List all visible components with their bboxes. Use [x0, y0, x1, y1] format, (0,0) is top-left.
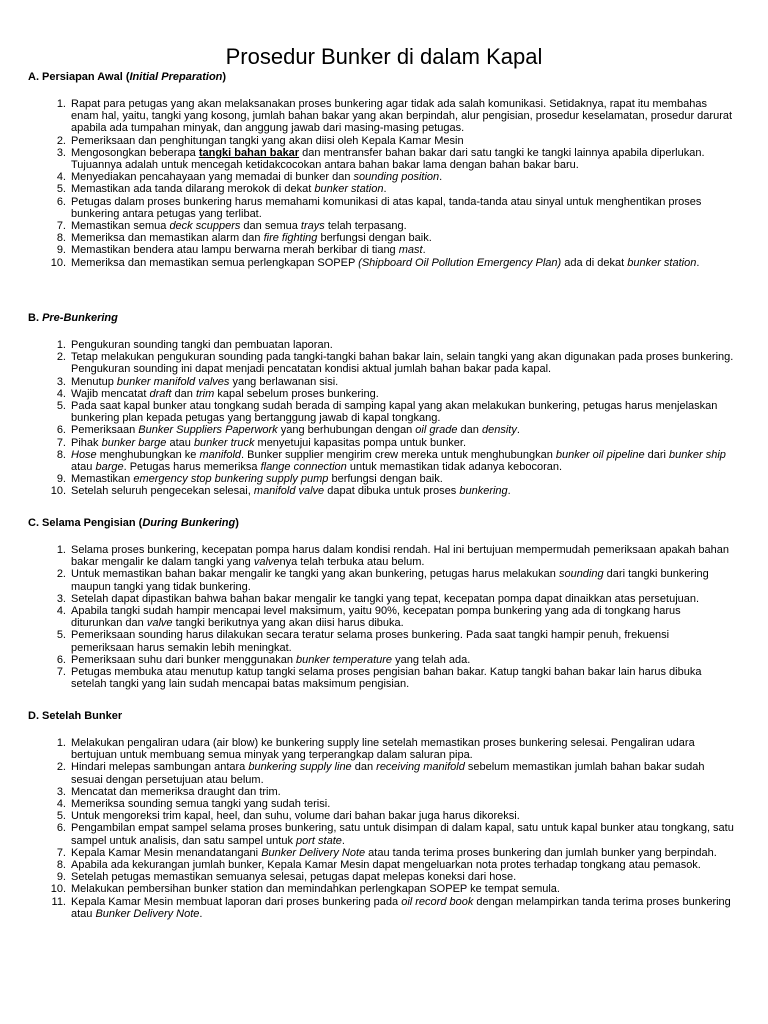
text-run: Kepala Kamar Mesin membuat laporan dari proses bunkering pada	[71, 895, 402, 908]
list-item	[28, 761, 734, 785]
text-run: berfungsi dengan baik.	[328, 473, 443, 486]
text-run: dari	[644, 448, 670, 461]
text-run: )	[222, 71, 227, 83]
text-run: Pengukuran sounding tangki dan pembuatan laporan.	[71, 339, 333, 351]
item-number: 6.	[56, 424, 66, 437]
item-number: 5.	[56, 810, 66, 823]
text-run: untuk memastikan tidak adanya kebocoran.	[346, 461, 563, 474]
item-number: 2.	[56, 568, 66, 581]
italic-term: bunker ship	[669, 448, 726, 461]
item-number: 8.	[56, 232, 66, 245]
text-run: dan mentransfer bahan bakar dari satu tangki ke tangki lainnya apabila diperlukan. Tujuannya adalah untuk mencegah ketidakcocokan antara bahan bakar lama dengan bahan bakar baru.	[71, 146, 705, 172]
text-run: atau	[71, 461, 96, 474]
list-item	[28, 666, 734, 690]
text-run: A. Persiapan Awal (	[28, 71, 130, 83]
text-run: Apabila ada kekurangan jumlah bunker, Kepala Kamar Mesin dapat mengeluarkan nota protes terhadap tongkang atau pemasok.	[71, 859, 701, 872]
text-run: B.	[28, 312, 43, 324]
text-run: Apabila tangki sudah hampir mencapai level maksimum, yaitu 90%, kecepatan pompa bunkering yang ada di tongkang harus diturunkan dan	[71, 605, 681, 630]
text-run: Memastikan	[71, 473, 134, 486]
text-run: atau	[166, 436, 194, 449]
italic-term: valve	[146, 617, 173, 630]
italic-term: bunker station	[314, 183, 384, 196]
item-number: 9.	[56, 871, 66, 884]
text-run: Memastikan bendera atau lampu berwarna merah berkibar di tiang	[71, 244, 399, 257]
italic-term: bunkering	[459, 485, 508, 498]
italic-term: manifold valve	[253, 485, 325, 498]
text-run: .	[439, 171, 443, 184]
item-number: 3.	[56, 146, 66, 159]
italic-term: bunker station	[627, 256, 697, 269]
text-run: . Petugas harus memeriksa	[123, 461, 261, 474]
item-number: 7.	[56, 436, 66, 449]
text-run: Melakukan pembersihan bunker station dan memindahkan perlengkapan SOPEP ke tempat semula.	[71, 883, 560, 896]
text-run: .	[199, 907, 203, 920]
list-item	[28, 449, 734, 473]
list-item	[28, 437, 734, 449]
text-run: Memeriksa dan memastikan semua perlengkapan SOPEP	[71, 256, 359, 269]
list-item	[28, 883, 734, 895]
list-item	[28, 147, 734, 171]
section-persiapan-awal	[28, 70, 734, 269]
list-item	[28, 798, 734, 810]
list-item	[28, 786, 734, 798]
list-item	[28, 629, 734, 653]
italic-term: density	[481, 424, 517, 437]
section-list	[28, 98, 734, 269]
italic-term: Pre-Bunkering	[42, 312, 118, 324]
text-run: berfungsi dengan baik.	[317, 232, 432, 245]
section-list	[28, 339, 734, 498]
text-run: .	[507, 485, 511, 498]
text-run: D. Setelah Bunker	[28, 710, 123, 722]
italic-term: mast	[398, 244, 423, 257]
italic-term: trim	[195, 387, 215, 400]
text-run: .	[383, 183, 387, 196]
list-item	[28, 654, 734, 666]
item-number: 5.	[56, 629, 66, 642]
list-item	[28, 339, 734, 351]
italic-term: sounding position	[353, 171, 440, 184]
list-item	[28, 183, 734, 195]
text-run: Selama proses bunkering, kecepatan pompa harus dalam kondisi rendah. Hal ini bertujuan mempermudah pemeriksaan apakah bahan bakar mengalir ke dalam tangki yang	[71, 544, 729, 569]
text-run: Menutup	[71, 375, 117, 388]
text-run: Untuk memastikan bahan bakar mengalir ke tangki yang akan bunkering, petugas harus melakukan	[71, 568, 559, 581]
text-run: Untuk mengoreksi trim kapal, heel, dan suhu, volume dari bahan bakar juga harus dikoreksi.	[71, 810, 520, 823]
item-number: 3.	[56, 785, 66, 798]
text-run: Pemeriksaan suhu dari bunker menggunakan	[71, 653, 297, 666]
text-run: dan	[171, 387, 196, 400]
italic-term: bunkering supply line	[248, 761, 352, 774]
text-run: Menyediakan pencahayaan yang memadai di bunker dan	[71, 171, 354, 184]
list-item	[28, 388, 734, 400]
text-run: )	[235, 517, 239, 529]
underlined-term: tangki bahan bakar	[198, 146, 300, 159]
text-run: Mengosongkan beberapa	[71, 146, 199, 159]
text-run: nya telah terbuka atau belum.	[279, 556, 425, 569]
list-item	[28, 810, 734, 822]
text-run: atau tanda terima proses bunkering dan jumlah bunker yang berpindah.	[365, 846, 717, 859]
list-item	[28, 257, 734, 269]
text-run: Rapat para petugas yang akan melaksanakan proses bunkering agar tidak ada salah komunikasi. Setidaknya, rapat itu membahas enam hal, yaitu, tangki yang kosong, jumlah bahan bakar yang akan berpindah, alur pengisian, prosedur keselamatan, prosedur darurat apabila ada tumpahan minyak, dan anggung jawab dari masing-masing petugas.	[71, 98, 733, 135]
item-number: 2.	[56, 134, 66, 147]
italic-term: bunker temperature	[296, 653, 393, 666]
italic-term: deck scuppers	[169, 220, 241, 233]
list-item	[28, 568, 734, 592]
item-number: 4.	[56, 171, 66, 184]
text-run: Pemeriksaan sounding harus dilakukan secara teratur selama proses bunkering. Pada saat tangki hampir penuh, frekuensi pemeriksaan harus semakin lebih meningkat.	[71, 629, 670, 654]
text-run: Setelah petugas memastikan semuanya selesai, petugas dapat melepas koneksi dari hose.	[71, 871, 517, 884]
text-run: dan semua	[240, 220, 301, 233]
text-run: yang telah ada.	[392, 653, 471, 666]
text-run: kapal sebelum proses bunkering.	[214, 387, 379, 400]
italic-term: bunker truck	[193, 436, 255, 449]
item-number: 4.	[56, 387, 66, 400]
text-run: Tetap melakukan pengukuran sounding pada tangki-tangki bahan bakar lain, selain tangki yang akan digunakan pada proses bunkering. Pengukuran sounding ini dapat menjadi pencatatan kondisi aktual jumlah bahan bakar pada kapal.	[71, 351, 734, 376]
text-run: Melakukan pengaliran udara (air blow) ke bunkering supply line setelah memastikan proses bunkering selesai. Pengaliran udara bertujuan untuk membuang semua minyak yang terperangkap dalam saluran pipa.	[71, 737, 695, 762]
text-run: menyetujui kapasitas pompa untuk bunker.	[254, 436, 467, 449]
text-run: Pemeriksaan dan penghitungan tangki yang akan diisi oleh Kepala Kamar Mesin	[71, 134, 464, 147]
item-number: 4.	[56, 605, 66, 618]
italic-term: fire fighting	[263, 232, 318, 245]
item-number: 2.	[56, 761, 66, 774]
italic-term: oil record book	[401, 895, 474, 908]
text-run: ada di dekat	[561, 256, 628, 269]
item-number: 5.	[56, 183, 66, 196]
item-number: 1.	[56, 737, 66, 749]
item-number: 8.	[56, 859, 66, 872]
italic-term: flange connection	[260, 461, 347, 474]
text-run: sebelum memastikan jumlah bahan bakar sudah sesuai dengan persetujuan atau belum.	[71, 761, 705, 786]
list-item	[28, 847, 734, 859]
list-item	[28, 605, 734, 629]
text-run: Pada saat kapal bunker atau tongkang sudah berada di samping kapal yang akan melakukan bunkering, petugas harus menjelaskan bunkering plan kepada petugas yang bertanggung jawab di kapal tongkang.	[71, 400, 718, 425]
text-run: yang berlawanan sisi.	[229, 375, 339, 388]
text-run: Memeriksa dan memastikan alarm dan	[71, 232, 264, 245]
italic-term: Bunker Delivery Note	[261, 846, 366, 859]
list-item	[28, 544, 734, 568]
item-number: 3.	[56, 592, 66, 605]
item-number: 10.	[50, 256, 66, 269]
list-item	[28, 473, 734, 485]
italic-term: receiving manifold	[376, 761, 465, 774]
text-run: yang berhubungan dengan	[277, 424, 416, 437]
text-run: telah terpasang.	[324, 220, 407, 233]
item-number: 3.	[56, 375, 66, 388]
item-number: 6.	[56, 653, 66, 666]
text-run: dan	[351, 761, 377, 774]
text-run: Memeriksa sounding semua tangki yang sudah terisi.	[71, 798, 331, 811]
text-run: . Bunker supplier mengirim crew mereka untuk menghubungkan	[241, 448, 556, 461]
list-item	[28, 220, 734, 232]
text-run: tangki berikutnya yang akan diisi harus dibuka.	[172, 617, 404, 630]
text-run: Pengambilan empat sampel selama proses bunkering, satu untuk disimpan di dalam kapal, satu untuk kapal bunker atau tongkang, satu sampel untuk analisis, dan satu sampel untuk	[71, 822, 734, 847]
list-item	[28, 859, 734, 871]
section-selama-pengisian	[28, 516, 734, 690]
item-number: 6.	[56, 822, 66, 835]
text-run: dapat dibuka untuk proses	[324, 485, 460, 498]
list-item	[28, 896, 734, 920]
text-run: Setelah dapat dipastikan bahwa bahan bakar mengalir ke tangki yang tepat, kecepatan pompa dapat dinaikkan atas persetujuan.	[71, 592, 700, 605]
text-run: Setelah seluruh pengecekan selesai,	[71, 485, 254, 498]
section-heading	[28, 311, 734, 325]
list-item	[28, 98, 734, 135]
text-run: Pemeriksaan	[71, 424, 139, 437]
list-item	[28, 232, 734, 244]
item-number: 1.	[56, 98, 66, 110]
list-item	[28, 737, 734, 761]
item-number: 9.	[56, 473, 66, 486]
text-run: Petugas dalam proses bunkering harus memahami komunikasi di atas kapal, tanda-tanda atau sinyal untuk menghentikan proses bunkering antara petugas yang terlibat.	[71, 195, 702, 220]
italic-term: bunker barge	[101, 436, 167, 449]
italic-term: draft	[149, 387, 172, 400]
section-list	[28, 544, 734, 690]
list-item	[28, 376, 734, 388]
italic-term: bunker manifold valves	[116, 375, 230, 388]
text-run: Hindari melepas sambungan antara	[71, 761, 249, 774]
item-number: 2.	[56, 351, 66, 364]
italic-term: Initial Preparation	[129, 71, 223, 83]
text-run: Mencatat dan memeriksa draught dan trim.	[71, 785, 281, 798]
list-item	[28, 351, 734, 375]
item-number: 7.	[56, 666, 66, 679]
italic-term: valve	[253, 556, 280, 569]
item-number: 4.	[56, 798, 66, 811]
text-run: Wajib mencatat	[71, 387, 150, 400]
list-item	[28, 822, 734, 846]
text-run: Pihak	[71, 436, 102, 449]
text-run: dari tangki bunkering maupun tangki yang tidak bunkering.	[71, 568, 709, 593]
list-item	[28, 400, 734, 424]
text-run: menghubungkan ke	[96, 448, 200, 461]
italic-term: emergency stop bunkering supply pump	[133, 473, 329, 486]
list-item	[28, 171, 734, 183]
list-item	[28, 244, 734, 256]
item-number: 5.	[56, 400, 66, 413]
italic-term: Bunker Delivery Note	[95, 907, 200, 920]
italic-term: sounding	[558, 568, 604, 581]
italic-term: (Shipboard Oil Pollution Emergency Plan)	[358, 256, 562, 269]
section-heading	[28, 709, 734, 723]
item-number: 6.	[56, 195, 66, 208]
text-run: .	[422, 244, 426, 257]
text-run: .	[516, 424, 520, 437]
italic-term: Hose	[71, 448, 97, 461]
text-run: .	[341, 834, 345, 847]
text-run: dan	[457, 424, 482, 437]
list-item	[28, 424, 734, 436]
italic-term: Bunker Suppliers Paperwork	[138, 424, 278, 437]
list-item	[28, 485, 734, 497]
text-run: Memastikan ada tanda dilarang merokok di dekat	[71, 183, 315, 196]
italic-term: trays	[300, 220, 325, 233]
list-item	[28, 196, 734, 220]
section-list	[28, 737, 734, 920]
item-number: 7.	[56, 846, 66, 859]
list-item	[28, 871, 734, 883]
text-run: C. Selama Pengisian (	[28, 517, 143, 529]
item-number: 1.	[56, 339, 66, 351]
section-pre-bunkering	[28, 311, 734, 498]
section-heading	[28, 516, 734, 530]
item-number: 7.	[56, 220, 66, 233]
page-title: Prosedur Bunker di dalam Kapal	[225, 43, 543, 69]
item-number: 1.	[56, 544, 66, 556]
italic-term: During Bunkering	[142, 517, 236, 529]
text-run: Kepala Kamar Mesin menandatangani	[71, 846, 262, 859]
item-number: 8.	[56, 448, 66, 461]
item-number: 10.	[50, 883, 66, 896]
item-number: 10.	[50, 485, 66, 498]
text-run: .	[696, 256, 700, 269]
italic-term: bunker oil pipeline	[555, 448, 645, 461]
list-item	[28, 135, 734, 147]
text-run: Petugas membuka atau menutup katup tangki selama proses pengisian bahan bakar. Katup tangki bahan bakar lain harus dibuka setelah tangki yang lain sudah mencapai batas maksimum pengisian.	[71, 666, 702, 691]
italic-term: manifold	[199, 448, 242, 461]
item-number: 11.	[51, 895, 66, 908]
italic-term: barge	[95, 461, 124, 474]
item-number: 9.	[56, 244, 66, 257]
list-item	[28, 593, 734, 605]
section-heading	[28, 70, 734, 84]
text-run: dengan melampirkan tanda terima proses bunkering atau	[71, 895, 731, 920]
italic-term: port state	[296, 834, 342, 847]
section-setelah-bunker	[28, 709, 734, 920]
italic-term: oil grade	[415, 424, 458, 437]
text-run: Memastikan semua	[71, 220, 170, 233]
